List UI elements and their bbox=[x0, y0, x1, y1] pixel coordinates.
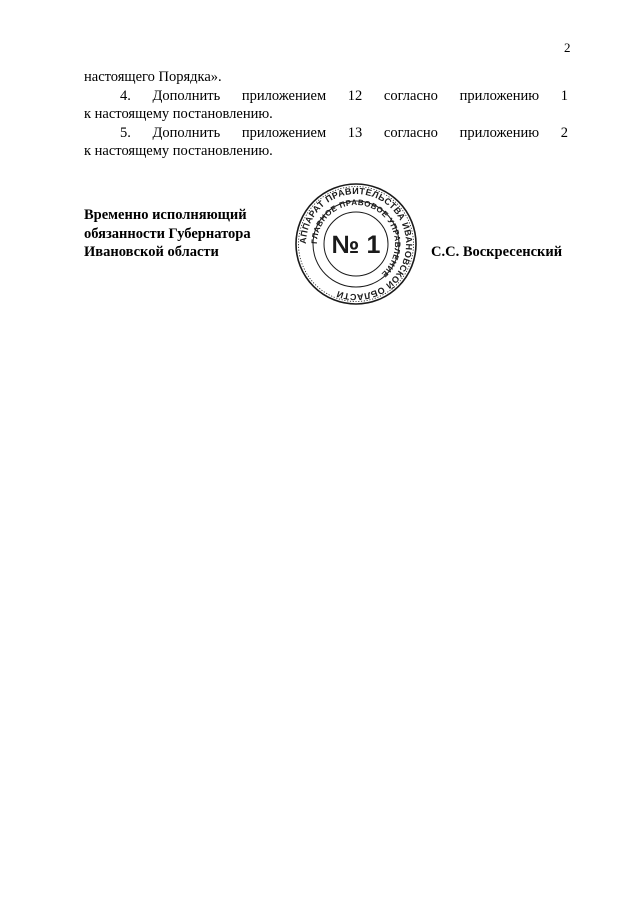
item-5-continuation: к настоящему постановлению. bbox=[84, 143, 273, 159]
seal-outer-textpath: АППАРАТ ПРАВИТЕЛЬСТВА ИВАНОВСКОЙ ОБЛАСТИ bbox=[297, 185, 415, 303]
document-body bbox=[84, 68, 568, 161]
item-4-word: приложению bbox=[459, 87, 540, 104]
item-4-word: Дополнить bbox=[152, 87, 221, 104]
item-4-word: 1 bbox=[560, 87, 568, 104]
item-5-first-line bbox=[84, 124, 568, 143]
item-4-number: 4. bbox=[120, 87, 131, 104]
official-seal bbox=[294, 182, 418, 306]
item-4-word: 12 bbox=[347, 87, 363, 104]
seal-center-number: № 1 bbox=[331, 231, 381, 259]
seal-inner-textpath: ГЛАВНОЕ ПРАВОВОЕ УПРАВЛЕНИЕ bbox=[309, 197, 403, 280]
item-4-word: согласно bbox=[383, 87, 438, 104]
item-4-word: приложением bbox=[241, 87, 327, 104]
paragraph-ending: настоящего Порядка». bbox=[84, 69, 222, 85]
item-5-word: 2 bbox=[560, 124, 568, 141]
item-5-word: приложением bbox=[241, 124, 327, 141]
signatory-title bbox=[84, 206, 251, 262]
page-number: 2 bbox=[564, 40, 571, 55]
item-5-word: приложению bbox=[459, 124, 540, 141]
item-5-word: 13 bbox=[347, 124, 363, 141]
item-5-word: Дополнить bbox=[152, 124, 221, 141]
signatory-name: С.С. Воскресенский bbox=[431, 244, 563, 260]
signatory-title-line: Временно исполняющий bbox=[84, 207, 247, 223]
seal-graphic bbox=[294, 182, 418, 306]
item-4-continuation: к настоящему постановлению. bbox=[84, 106, 273, 122]
item-5-number: 5. bbox=[120, 124, 131, 141]
signatory-title-line: обязанности Губернатора bbox=[84, 225, 251, 242]
signatory-title-line: Ивановской области bbox=[84, 244, 219, 260]
item-4-first-line bbox=[84, 87, 568, 106]
item-5-word: согласно bbox=[383, 124, 438, 141]
